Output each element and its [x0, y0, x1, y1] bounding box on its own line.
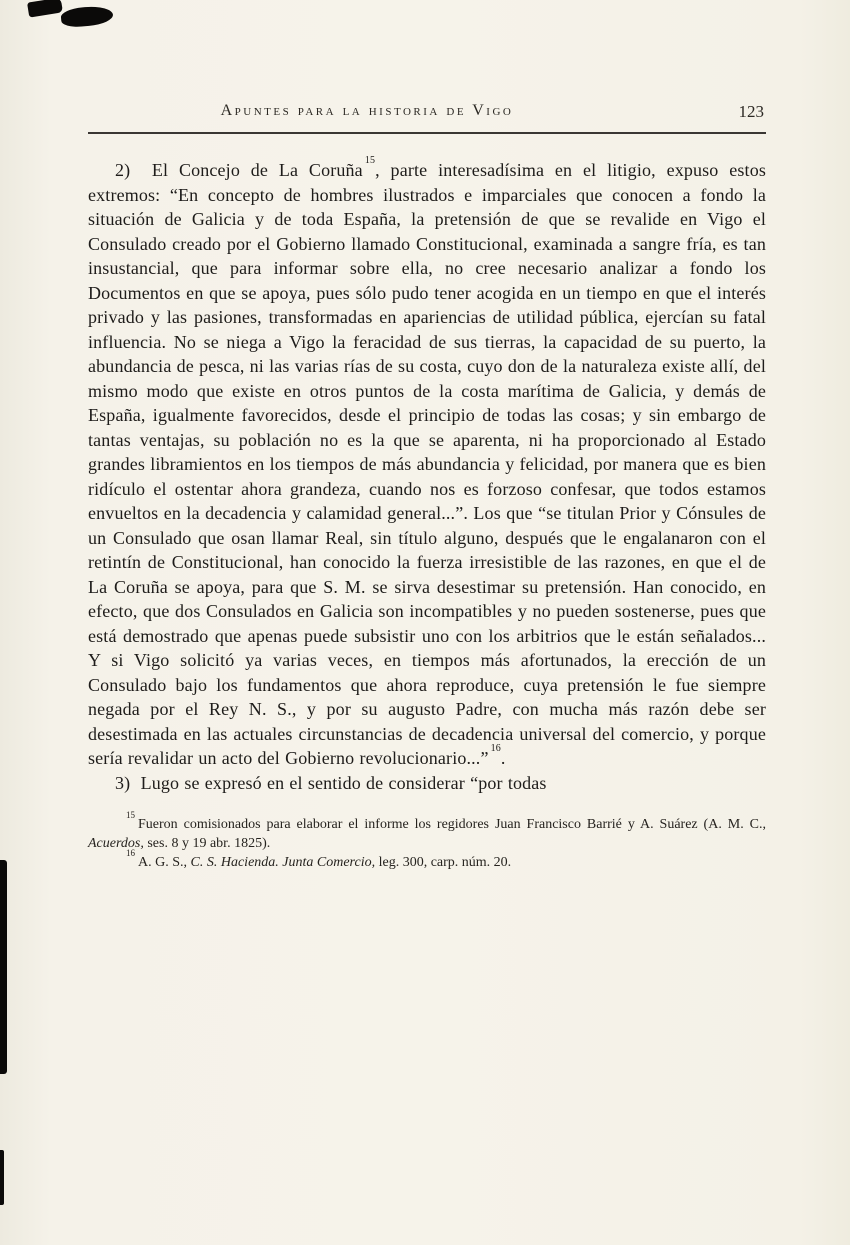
paragraph-2-text: .	[500, 748, 506, 768]
footnote-ref-16: 16	[490, 743, 501, 754]
running-title: Apuntes para la historia de Vigo	[220, 102, 514, 119]
footnote-16-source-title: C. S. Hacienda. Junta Comercio,	[190, 855, 376, 870]
footnote-15-text: ses. 8 y 19 abr. 1825).	[143, 836, 271, 851]
scan-artifact	[0, 860, 7, 1074]
footnote-15-text: Fueron comisionados para elaborar el informe los regidores Juan Francisco Barrié y A. Suárez (A. M. C.,	[138, 817, 766, 832]
footnote-16-text: leg. 300, carp. núm. 20.	[375, 855, 512, 870]
scan-artifact	[60, 5, 113, 28]
footnotes	[88, 810, 766, 872]
paragraph-2-text: , parte interesadísima en el litigio, expuso estos extremos: “En concepto de hombres ilustrados e imparciales que conocen a fondo la situación de Galicia y de toda España, la pretensión de que se revalide en Vigo el Consulado creado por el Gobierno llamado Constitucional, examinada a sangre fría, es tan insustancial, que para informar sobre ella, no cree necesario analizar a fondo los Documentos en que se apoya, pues sólo pudo tener acogida en un tiempo en que el interés privado y las pasiones, transformadas en apariencias de utilidad pública, ejercían su fatal influencia. No se niega a Vigo la feracidad de sus tierras, la capacidad de su puerto, la abundancia de pesca, ni las varias rías de su costa, cuyo don de la naturaleza existe allí, del mismo modo que existe en otros puntos de la costa marítima de Galicia, y demás de España, igualmente favorecidos, desde el principio de todas las cosas; y sin embargo de tantas ventajas, su población no es la que se aparenta, ni ha proporcionado al Estado grandes libramientos en los tiempos de más abundancia y felicidad, por manera que es bien ridículo el ostentar ahora grandeza, cuando nos es forzoso confesar, que todos estamos envueltos en la decadencia y calamidad general...”. Los que “se titulan Prior y Cónsules de un Consulado que osan llamar Real, sin título alguno, después que le engalanaron con el retintín de Constitucional, han conocido la fuerza irresistible de las razones, en que el de La Coruña se apoya, para que S. M. se sirva desestimar su pretensión. Han conocido, en efecto, que dos Consulados en Galicia son incompatibles y no pueden sostenerse, pues que está demostrado que apenas puede subsistir uno con los arbitrios que le están señalados... Y si Vigo solicitó ya varias veces, en tiempos más afortunados, la erección de un Consulado bajo los fundamentos que ahora reproduce, cuya pretensión le fue siempre negada por el Rey N. S., y por su augusto Padre, con mucha más razón debe ser desestimada en las actuales circunstancias de decadencia universal del comercio, y porque sería revalidar un acto del Gobierno revolucionario...”	[88, 160, 766, 768]
running-header	[88, 102, 766, 134]
paragraph-3: 3) Lugo se expresó en el sentido de considerar “por todas	[115, 772, 547, 793]
footnote-ref-15: 15	[364, 155, 376, 166]
scan-artifact	[0, 1150, 4, 1205]
footnote-15-source-title: Acuerdos,	[88, 836, 144, 851]
footnote-16-text: A. G. S.,	[138, 855, 191, 870]
page-number: 123	[738, 102, 764, 121]
paragraph-2-text: 2) El Concejo de La Coruña	[115, 160, 363, 180]
paragraph-2	[88, 155, 766, 771]
page-content	[88, 102, 766, 872]
footnote-16-number: 16	[126, 848, 135, 859]
footnote-16	[88, 848, 766, 872]
footnote-15	[88, 810, 766, 853]
footnote-15-number: 15	[126, 810, 135, 821]
body-text	[88, 155, 766, 795]
scan-artifact	[27, 0, 63, 18]
